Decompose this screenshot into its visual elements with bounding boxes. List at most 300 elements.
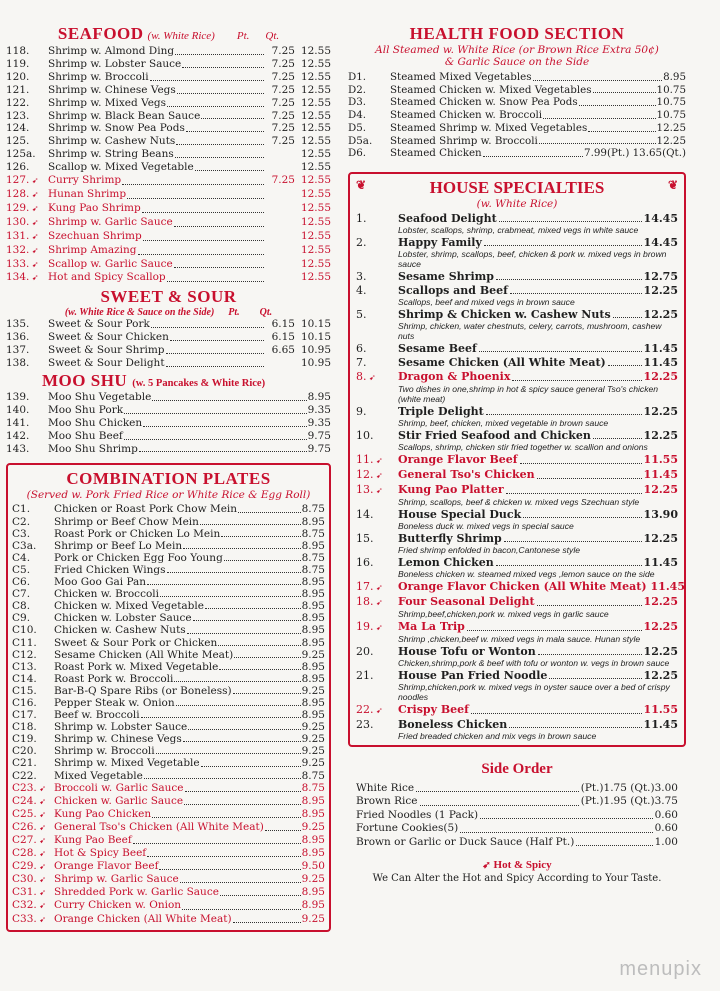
item-number: 4. [356, 283, 367, 297]
menu-item [12, 564, 325, 576]
specialty-item [356, 356, 678, 369]
leader-dots [483, 147, 583, 157]
item-number: 139. [6, 390, 30, 403]
item-name: Steamed Chicken [390, 147, 482, 160]
menu-item [12, 709, 325, 721]
item-price: 12.25 [643, 428, 678, 442]
specialty-item [356, 429, 678, 452]
item-price-quart: 10.95 [300, 357, 331, 370]
menu-item [348, 147, 686, 160]
house-header [356, 178, 678, 198]
item-number: D4. [348, 109, 367, 122]
item-name: Ma La Trip [398, 619, 465, 633]
item-price: 9.25 [301, 733, 325, 746]
menu-item [12, 637, 325, 649]
menu-item [6, 417, 331, 430]
leader-dots [510, 284, 642, 294]
item-number: 20. [356, 644, 374, 658]
menu-item [12, 697, 325, 709]
item-name: Sesame Shrimp [398, 269, 494, 283]
item-name: Boneless Chicken [398, 717, 508, 731]
leader-dots [180, 873, 301, 883]
menu-item [6, 404, 331, 417]
item-name: Triple Delight [398, 404, 484, 418]
item-name: Butterfly Shrimp [398, 531, 502, 545]
item-price: 8.95 [301, 636, 325, 649]
leader-dots [238, 503, 301, 512]
item-name: Shrimp or Beef Chow Mein [54, 515, 199, 528]
item-price: 10.75 [656, 83, 686, 96]
item-number: 127. ➹ [6, 174, 39, 187]
leader-dots [496, 270, 642, 280]
seafood-list [6, 45, 331, 285]
item-number: 126. [6, 161, 30, 174]
chili-icon: ➹ [36, 783, 46, 793]
item-name: Hot and Spicy Scallop [48, 271, 166, 284]
leader-dots [533, 71, 663, 81]
item-name: Hot & Spicy Beef [54, 847, 147, 860]
specialty-item [356, 270, 678, 283]
side-item [356, 782, 678, 796]
specialty-item [356, 595, 678, 619]
item-price-pint: 7.25 [271, 70, 295, 83]
menu-item [6, 331, 331, 344]
item-price: (Pt.)1.75 (Qt.)3.00 [580, 781, 678, 794]
menu-item [6, 391, 331, 404]
health-title: HEALTH FOOD SECTION [409, 24, 625, 43]
item-name: Kung Pao Platter [398, 482, 504, 496]
item-name: Steamed Chicken w. Mixed Vegetables [390, 83, 592, 96]
item-number: 122. [6, 96, 30, 109]
leader-dots [576, 836, 652, 847]
item-price: 12.25 [656, 134, 686, 147]
item-price: 11.45 [643, 467, 678, 481]
item-name: Shrimp w. Cashew Nuts [48, 135, 176, 148]
leader-dots [138, 244, 264, 255]
leader-dots [613, 308, 642, 318]
leader-dots [523, 508, 641, 518]
item-price-pint [265, 230, 295, 244]
item-number: 19. ➹ [356, 619, 383, 633]
leader-dots [170, 331, 264, 341]
item-price: 9.50 [301, 860, 325, 873]
item-number: 142. [6, 429, 30, 442]
leader-dots [187, 624, 301, 633]
item-name: Orange Flavor Beef [398, 452, 518, 466]
leader-dots [608, 356, 642, 366]
seafood-col-qt: Qt. [265, 30, 280, 42]
item-price: 12.75 [643, 269, 678, 283]
combination-box [6, 463, 331, 931]
item-price-pint: 7.25 [271, 96, 295, 109]
leader-dots [186, 122, 264, 132]
item-number: 125. [6, 135, 30, 148]
item-description: Shrimp, beef, chicken, mixed vegetable in brown sauce [398, 417, 609, 428]
item-name: Scallop w. Garlic Sauce [48, 257, 173, 270]
leader-dots [460, 822, 652, 833]
menu-item [348, 135, 686, 148]
menu-item [348, 109, 686, 122]
item-price: 11.55 [643, 702, 678, 716]
leader-dots [152, 808, 301, 818]
menu-item [12, 588, 325, 600]
leader-dots [234, 649, 300, 658]
item-number: 14. [356, 507, 374, 521]
moo-shu-header [6, 371, 331, 391]
item-price-pint: 6.15 [271, 331, 295, 344]
item-price-pint: 7.25 [271, 57, 295, 70]
item-name: Kung Pao Shrimp [48, 201, 141, 214]
menu-item [12, 782, 325, 795]
item-price: 8.75 [301, 563, 325, 576]
item-name: Stir Fried Seafood and Chicken [398, 428, 591, 442]
menu-item [12, 873, 325, 886]
item-price: 14.45 [643, 235, 678, 249]
item-name: Shrimp w. Mixed Vegetable [54, 757, 200, 770]
item-number: 12. ➹ [356, 467, 383, 481]
item-number: 21. [356, 668, 374, 682]
menu-item [12, 721, 325, 733]
leader-dots [183, 540, 300, 549]
leader-dots [520, 453, 642, 464]
item-name: Shrimp or Beef Lo Mein [54, 539, 183, 552]
item-name: Chicken w. Cashew Nuts [54, 624, 186, 637]
side-item [356, 836, 678, 850]
chili-icon: ➹ [36, 836, 46, 845]
leader-dots [480, 809, 653, 820]
menu-item [12, 624, 325, 636]
item-number: C5. [12, 563, 31, 576]
leader-dots [151, 318, 264, 328]
item-description: Lobster, shrimp, scallops, beef, chicken & pork w. mixed vegs in brown sauce [398, 248, 667, 269]
item-price-pint: 6.65 [271, 344, 295, 357]
chili-icon: ➹ [36, 796, 46, 806]
item-name: Shrimp w. Broccoli [54, 745, 155, 758]
item-number: C12. [12, 648, 37, 661]
sweet-sour-subtitle: (w. White Rice & Sauce on the Side) [64, 307, 215, 319]
menu-item [6, 135, 331, 148]
chili-icon: ➹ [29, 176, 39, 186]
leader-dots [150, 71, 264, 81]
item-number: C2. [12, 515, 31, 528]
item-number: C23. ➹ [12, 781, 46, 794]
leader-dots [182, 58, 264, 68]
menu-item [12, 612, 325, 624]
item-number: 138. [6, 357, 30, 370]
leader-dots [416, 782, 579, 793]
leader-dots [133, 834, 301, 844]
menu-item [12, 685, 325, 697]
item-name: Shrimp w. Mixed Vegs [48, 96, 167, 109]
item-price: 8.95 [663, 71, 686, 83]
health-subtitle-2: & Garlic Sauce on the Side [444, 56, 590, 68]
specialty-item [356, 342, 678, 355]
item-price: 9.75 [307, 442, 331, 455]
chili-icon: ➹ [36, 822, 46, 832]
menu-item [6, 443, 331, 456]
item-name: Crispy Beef [398, 702, 469, 716]
chili-icon: ➹ [29, 245, 39, 255]
menu-item [12, 886, 325, 899]
item-number: 10. [356, 428, 374, 442]
menu-item [12, 757, 325, 769]
item-name: Roast Pork w. Mixed Vegetable [54, 660, 219, 673]
leader-dots [152, 391, 306, 401]
item-price: 8.95 [301, 588, 325, 601]
menu-item [12, 552, 325, 564]
item-name: Szechuan Shrimp [48, 229, 142, 242]
seafood-subtitle: (w. White Rice) [147, 30, 215, 42]
leader-dots [139, 443, 307, 453]
item-price: 12.25 [643, 369, 678, 383]
item-name: Curry Shrimp [48, 174, 122, 187]
specialty-item [356, 620, 678, 644]
item-name: Moo Shu Shrimp [48, 442, 138, 455]
item-description: Shrimp ,chicken,beef w. mixed vegs in mala sauce. Hunan style [398, 633, 641, 644]
leader-dots [486, 405, 642, 415]
item-name: Shrimp w. Chinese Vegs [54, 733, 182, 746]
item-number: 118. [6, 45, 30, 57]
item-name: Shrimp w. Lobster Sauce [48, 57, 182, 70]
item-description: Lobster, scallops, shrimp, crabmeat, mixed vegs in white sauce [398, 224, 639, 235]
item-price-quart: 12.55 [300, 83, 331, 96]
item-price: 9.35 [307, 416, 331, 429]
item-name: Scallops and Beef [398, 283, 508, 297]
item-price-quart: 12.55 [300, 161, 331, 174]
chili-icon: ➹ [482, 860, 491, 872]
leader-dots [147, 576, 301, 585]
item-name: Shrimp w. Chinese Vegs [48, 83, 176, 96]
item-price: 8.95 [301, 899, 325, 912]
chili-icon: ➹ [36, 849, 46, 859]
item-name: General Tso's Chicken [398, 467, 535, 481]
chili-icon: ➹ [29, 259, 39, 269]
chili-icon: ➹ [29, 189, 39, 199]
item-number: C6. [12, 576, 31, 589]
hot-spicy-note: We Can Alter the Hot and Spicy According to Your Taste. [372, 873, 662, 885]
specialty-item [356, 483, 678, 507]
seafood-title: SEAFOOD [57, 24, 144, 43]
leader-dots [184, 795, 301, 805]
item-number: C13. [12, 660, 37, 673]
leader-dots [496, 556, 642, 566]
sweet-sour-list [6, 318, 331, 370]
side-order-title: Side Order [481, 760, 553, 777]
item-description: Fried breaded chicken and mix vegs in brown sauce [398, 730, 597, 741]
menu-item [12, 795, 325, 808]
item-description: Scallops, beef and mixed vegs in brown sauce [398, 296, 575, 307]
leader-dots [127, 188, 264, 199]
menu-item [6, 430, 331, 443]
item-name: Moo Shu Chicken [48, 416, 143, 429]
chili-icon: ➹ [36, 901, 46, 911]
item-price-pint [265, 271, 295, 285]
item-number: 132. ➹ [6, 243, 39, 256]
leader-dots [471, 703, 642, 714]
leader-dots [175, 45, 264, 55]
leader-dots [174, 216, 264, 227]
item-price-quart: 12.55 [300, 96, 331, 109]
item-name: Steamed Chicken w. Snow Pea Pods [390, 96, 578, 109]
leader-dots [549, 669, 641, 679]
menu-item [12, 821, 325, 834]
menu-item [12, 770, 325, 782]
item-name: Broccoli w. Garlic Sauce [54, 781, 184, 794]
item-name: General Tso's Chicken (All White Meat) [54, 820, 264, 833]
house-subtitle: (w. White Rice) [476, 197, 558, 210]
item-number: C32. ➹ [12, 899, 46, 912]
chili-icon: ➹ [373, 705, 383, 715]
item-price: (Pt.)1.95 (Qt.)3.75 [580, 795, 678, 808]
leader-dots [201, 110, 264, 120]
item-price: 9.25 [301, 873, 325, 886]
item-number: 7. [356, 355, 367, 369]
menu-item [6, 122, 331, 135]
item-number: C24. ➹ [12, 794, 46, 807]
item-name: Shrimp w. Broccoli [48, 70, 149, 83]
health-list [348, 71, 686, 160]
leader-dots [484, 236, 642, 246]
item-name: Four Seasonal Delight [398, 594, 535, 608]
leader-dots [177, 84, 264, 94]
item-number: 140. [6, 403, 30, 416]
item-price-quart: 12.55 [300, 201, 331, 214]
item-price: 11.55 [643, 452, 678, 466]
item-name: Curry Chicken w. Onion [54, 899, 182, 912]
item-number: C3a. [12, 539, 37, 552]
item-price: 9.25 [301, 648, 325, 661]
leader-dots [499, 212, 642, 222]
item-name: Kung Pao Beef [54, 834, 132, 846]
item-price-quart: 12.55 [300, 187, 331, 200]
item-price: 0.60 [654, 808, 678, 821]
menu-item [6, 318, 331, 331]
chili-icon: ➹ [366, 372, 376, 382]
specialty-item [356, 284, 678, 307]
leader-dots [175, 148, 264, 158]
menu-item [12, 745, 325, 757]
menu-item [12, 860, 325, 873]
menu-item [348, 96, 686, 109]
item-number: 2. [356, 235, 367, 249]
sweet-sour-col-pt: Pt. [228, 307, 240, 319]
item-name: Hunan Shrimp [48, 187, 127, 200]
specialty-item [356, 370, 678, 404]
item-price: 8.75 [301, 769, 325, 782]
item-number: C8. [12, 600, 31, 613]
leader-dots [224, 552, 301, 561]
item-price-quart: 10.95 [300, 344, 331, 357]
item-number: C16. [12, 696, 37, 709]
menu-item [12, 540, 325, 552]
side-order-list [348, 782, 686, 850]
item-price: 12.25 [643, 283, 678, 297]
watermark: menupix [619, 958, 702, 980]
item-name: Moo Shu Vegetable [48, 390, 152, 403]
item-price: 8.95 [301, 834, 325, 846]
item-price-quart: 12.55 [300, 215, 331, 228]
item-name: Sweet & Sour Pork [48, 318, 150, 331]
item-name: White Rice [356, 781, 415, 794]
item-number: 137. [6, 344, 30, 357]
item-number: 143. [6, 442, 30, 455]
left-column [6, 24, 331, 932]
leader-dots [188, 721, 300, 730]
item-price-quart: 12.55 [300, 122, 331, 135]
item-name: Dragon & Phoenix [398, 369, 511, 383]
specialty-item [356, 532, 678, 555]
leader-dots [233, 685, 301, 694]
item-price-pint: 7.25 [271, 135, 295, 148]
item-name: Kung Pao Chicken [54, 807, 152, 820]
leader-dots [200, 516, 301, 525]
leader-dots [122, 174, 264, 185]
item-description: Boneless duck w. mixed vegs in special sauce [398, 520, 574, 531]
house-specialties-box [348, 172, 686, 747]
item-price: 12.25 [643, 668, 678, 682]
item-name: Shrimp w. String Beans [48, 148, 174, 161]
menu-item [12, 733, 325, 745]
item-number: 136. [6, 331, 30, 344]
menu-item [6, 357, 331, 370]
menu-item [6, 216, 331, 230]
item-number: D3. [348, 96, 367, 109]
item-number: C9. [12, 612, 31, 625]
leader-dots [509, 718, 641, 728]
item-name: Sesame Beef [398, 341, 477, 355]
leader-dots [185, 782, 301, 792]
chili-icon: ➹ [36, 888, 46, 898]
item-name: Steamed Chicken w. Broccoli [390, 109, 543, 122]
menu-item [12, 649, 325, 661]
item-price: 14.45 [643, 211, 678, 225]
item-number: C30. ➹ [12, 873, 46, 886]
menu-item [12, 834, 325, 847]
menu-item [6, 71, 331, 84]
item-name: Roast Pork or Chicken Lo Mein [54, 527, 221, 540]
item-price: 11.45 [643, 717, 678, 731]
item-name: Orange Flavor Chicken (All White Meat) [398, 579, 647, 593]
menu-item [12, 847, 325, 860]
menu-item [348, 122, 686, 135]
menu-item [6, 244, 331, 258]
item-price-pint [265, 202, 295, 216]
item-price: 12.25 [643, 619, 678, 633]
item-price: 8.95 [301, 807, 325, 820]
item-price: 10.75 [656, 96, 686, 109]
item-price: 11.45 [643, 355, 678, 369]
item-name: House Pan Fried Noodle [398, 668, 548, 682]
leader-dots [143, 417, 306, 427]
leader-dots [193, 612, 301, 621]
item-price: 9.25 [301, 820, 325, 833]
menu-item [6, 202, 331, 216]
item-price: 8.95 [301, 624, 325, 637]
combination-title: COMBINATION PLATES [66, 469, 271, 489]
item-price: 12.25 [643, 531, 678, 545]
item-price-pint [265, 216, 295, 230]
chili-icon: ➹ [29, 273, 39, 283]
item-description: Chicken,shrimp,pork & beef with tofu or wonton w. vegs in brown sauce [398, 657, 670, 668]
item-number: 129. ➹ [6, 201, 39, 214]
item-number: 133. ➹ [6, 257, 39, 270]
item-name: Chicken w. Lobster Sauce [54, 612, 192, 625]
chili-icon: ➹ [29, 217, 39, 227]
item-number: C21. [12, 757, 37, 770]
menu-item [12, 600, 325, 612]
item-price: 10.75 [656, 109, 686, 122]
item-name: Chicken or Roast Pork Chow Mein [54, 503, 238, 516]
